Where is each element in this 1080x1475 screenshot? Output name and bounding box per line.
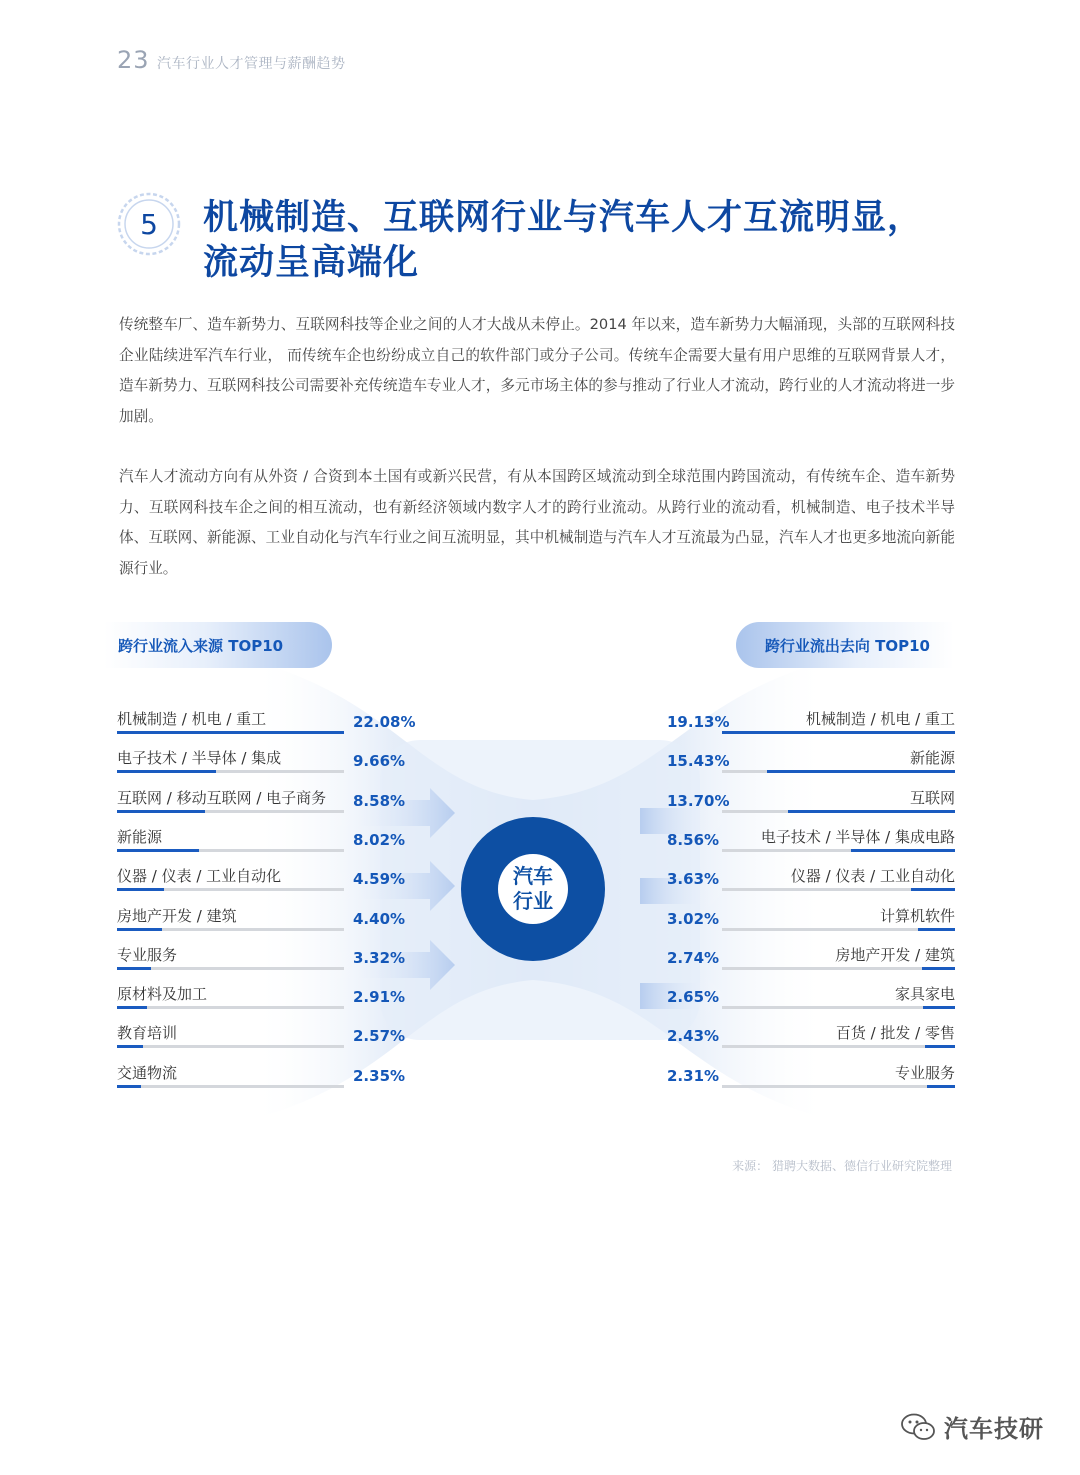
outflow-row xyxy=(660,865,955,895)
inflow-value-label: 4.40% xyxy=(353,909,406,928)
inflow-category-label: 房地产开发 / 建筑 xyxy=(117,906,237,925)
inflow-bar xyxy=(117,810,205,813)
watermark-text: 汽车技研 xyxy=(944,1415,1044,1443)
inflow-value-label: 3.32% xyxy=(353,948,406,967)
outflow-row xyxy=(660,747,955,777)
outflow-category-label: 房地产开发 / 建筑 xyxy=(835,945,955,964)
inflow-row xyxy=(117,944,417,974)
inflow-category-label: 原材料及加工 xyxy=(117,985,208,1004)
inflow-category-label: 机械制造 / 机电 / 重工 xyxy=(117,710,267,728)
inflow-category-label: 互联网 / 移动互联网 / 电子商务 xyxy=(117,788,327,807)
outflow-value-label: 2.65% xyxy=(667,988,720,1007)
outflow-bar-track xyxy=(722,967,955,970)
inflow-value-label: 8.58% xyxy=(353,791,406,810)
section-badge-icon xyxy=(117,192,181,256)
inflow-row xyxy=(117,1062,417,1092)
wechat-icon xyxy=(900,1412,936,1442)
inflow-row xyxy=(117,708,417,738)
inflow-value-label: 2.91% xyxy=(353,988,406,1007)
section-number-badge xyxy=(117,192,181,256)
center-label xyxy=(498,854,568,924)
outflow-bar xyxy=(923,1006,955,1009)
center-industry-circle xyxy=(461,817,605,961)
outflow-bar xyxy=(788,810,955,813)
center-label-line-2: 行业 xyxy=(513,889,553,913)
inflow-value-label: 2.35% xyxy=(353,1066,406,1085)
source-note: 来源： 猎聘大数据、德信行业研究院整理 xyxy=(732,1159,952,1173)
outflow-row xyxy=(660,905,955,935)
outflow-category-label: 家具家电 xyxy=(894,985,955,1004)
inflow-bar xyxy=(117,1085,141,1088)
outflow-bar xyxy=(911,888,955,891)
outflow-bar xyxy=(851,849,955,852)
outflow-category-label: 电子技术 / 半导体 / 集成电路 xyxy=(760,827,955,846)
outflow-bar xyxy=(767,770,955,773)
inflow-value-label: 8.02% xyxy=(353,830,406,849)
inflow-row xyxy=(117,865,417,895)
inflow-bar-track xyxy=(117,1085,344,1088)
outflow-value-label: 19.13% xyxy=(667,713,730,731)
body-paragraph-1: 传统整车厂、造车新势力、互联网科技等企业之间的人才大战从未停止。2014 年以来，造车新势力大幅涌现，头部的互联网科技企业陆续进军汽车行业， 而传统车企也纷纷成立自己的软件部门或分子公司。传统车企需要大量有用户思维的互联网背景人才，造车新势力、互联网科技公司需要补充传统造车专业人才，多元市场主体的参与推动了行业人才流动，跨行业的人才流动将进一步加剧。 xyxy=(119,316,955,425)
outflow-bar xyxy=(922,967,955,970)
inflow-bar xyxy=(117,967,151,970)
outflow-category-label: 专业服务 xyxy=(894,1063,955,1082)
inflow-bar xyxy=(117,770,216,773)
inflow-bar xyxy=(117,849,199,852)
outflow-row xyxy=(660,1062,955,1092)
section-title-line-2: 流动呈高端化 xyxy=(203,243,420,283)
inflow-row xyxy=(117,787,417,817)
section-number: 5 xyxy=(140,208,158,241)
inflow-bar xyxy=(117,888,164,891)
outflow-bar xyxy=(927,1085,955,1088)
outflow-row xyxy=(660,787,955,817)
inflow-row xyxy=(117,747,417,777)
outflow-value-label: 15.43% xyxy=(667,752,730,771)
outflow-bar xyxy=(918,928,955,931)
outflow-bar-track xyxy=(722,1085,955,1088)
outflow-value-label: 2.31% xyxy=(667,1066,720,1085)
outflow-category-label: 机械制造 / 机电 / 重工 xyxy=(805,710,955,728)
page-number: 23 xyxy=(117,46,150,74)
section-title xyxy=(203,196,1003,286)
inflow-row xyxy=(117,983,417,1013)
inflow-category-label: 新能源 xyxy=(117,827,163,846)
outflow-bar xyxy=(925,1045,955,1048)
outflow-row xyxy=(660,983,955,1013)
outflow-bar xyxy=(722,731,955,734)
inflow-row xyxy=(117,1022,417,1052)
inflow-value-label: 9.66% xyxy=(353,752,406,771)
outflow-row xyxy=(660,944,955,974)
outflow-value-label: 2.43% xyxy=(667,1027,720,1046)
section-title-line-1: 机械制造、互联网行业与汽车人才互流明显， xyxy=(203,198,924,238)
outflow-value-label: 3.02% xyxy=(667,909,720,928)
outflow-row xyxy=(660,708,955,738)
running-title: 汽车行业人才管理与薪酬趋势 xyxy=(157,56,346,72)
outflow-value-label: 2.74% xyxy=(667,948,720,967)
outflow-title: 跨行业流出去向 TOP10 xyxy=(736,622,954,668)
inflow-category-label: 交通物流 xyxy=(117,1063,178,1082)
inflow-category-label: 电子技术 / 半导体 / 集成 xyxy=(117,749,282,768)
outflow-value-label: 3.63% xyxy=(667,870,720,889)
inflow-bar xyxy=(117,731,344,734)
inflow-category-label: 专业服务 xyxy=(117,945,178,964)
outflow-bar-track xyxy=(722,1006,955,1009)
outflow-category-label: 仪器 / 仪表 / 工业自动化 xyxy=(790,867,955,886)
inflow-row xyxy=(117,905,417,935)
inflow-title: 跨行业流入来源 TOP10 xyxy=(104,622,332,668)
inflow-value-label: 4.59% xyxy=(353,870,406,889)
inflow-row xyxy=(117,826,417,856)
inflow-category-label: 教育培训 xyxy=(117,1024,178,1043)
inflow-bar xyxy=(117,1045,143,1048)
inflow-bar-track xyxy=(117,1045,344,1048)
outflow-row xyxy=(660,826,955,856)
outflow-category-label: 互联网 xyxy=(909,788,955,807)
watermark xyxy=(900,1409,1044,1444)
body-paragraph-2: 汽车人才流动方向有从外资 / 合资到本土国有或新兴民营，有从本国跨区域流动到全球范围内跨国流动，有传统车企、造车新势力、互联网科技车企之间的相互流动，也有新经济领域内数字人才的跨行业流动。从跨行业的流动看，机械制造、电子技术半导体、互联网、新能源、工业自动化与汽车行业之间互流明显，其中机械制造与汽车人才互流最为凸显，汽车人才也更多地流向新能源行业。 xyxy=(119,468,955,577)
outflow-value-label: 8.56% xyxy=(667,830,720,849)
inflow-bar-track xyxy=(117,1006,344,1009)
outflow-bar-track xyxy=(722,1045,955,1048)
inflow-bar xyxy=(117,1006,147,1009)
inflow-bar xyxy=(117,928,162,931)
inflow-category-label: 仪器 / 仪表 / 工业自动化 xyxy=(117,867,282,886)
outflow-category-label: 计算机软件 xyxy=(879,906,955,925)
inflow-value-label: 2.57% xyxy=(353,1027,406,1046)
center-label-line-1: 汽车 xyxy=(513,864,553,888)
outflow-value-label: 13.70% xyxy=(667,791,730,810)
outflow-category-label: 百货 / 批发 / 零售 xyxy=(835,1024,955,1043)
outflow-category-label: 新能源 xyxy=(909,749,955,768)
inflow-value-label: 22.08% xyxy=(353,713,416,731)
outflow-row xyxy=(660,1022,955,1052)
